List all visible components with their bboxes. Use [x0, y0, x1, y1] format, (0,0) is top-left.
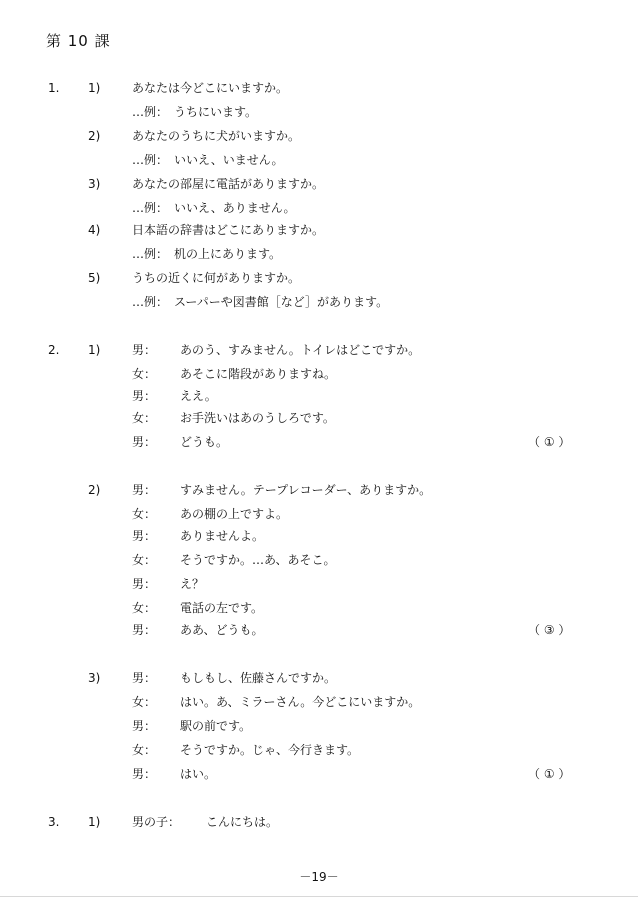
dialogue-line: お手洗いはあのうしろです。: [180, 411, 335, 425]
speaker-label: 女：: [132, 507, 157, 521]
answer-choice: （ ① ）: [528, 767, 571, 781]
dialogue-line: ええ。: [180, 389, 217, 403]
dialogue-line: 駅の前です。: [180, 719, 252, 733]
example-answer: …例： いいえ、ありません。: [132, 201, 296, 215]
speaker-label: 男：: [132, 483, 157, 497]
dialogue-line: すみません。テープレコーダー、ありますか。: [180, 483, 432, 497]
answer-choice: （ ③ ）: [528, 623, 571, 637]
section-3-number: 3.: [48, 815, 60, 829]
speaker-label: 男：: [132, 389, 157, 403]
item-number: 1): [88, 343, 101, 357]
dialogue-line: ありませんよ。: [180, 529, 265, 543]
speaker-label: 男：: [132, 529, 157, 543]
section-2-number: 2.: [48, 343, 60, 357]
dialogue-line: あの棚の上ですよ。: [180, 507, 289, 521]
item-number: 1): [88, 815, 101, 829]
bottom-divider: [0, 896, 638, 897]
dialogue-line: あのう、すみません。トイレはどこですか。: [180, 343, 421, 357]
speaker-label: 男：: [132, 343, 157, 357]
dialogue-line: そうですか。じゃ、今行きます。: [180, 743, 360, 757]
example-answer: …例： スーパーや図書館［など］があります。: [132, 295, 389, 309]
speaker-label: 女：: [132, 553, 157, 567]
question-text: 日本語の辞書はどこにありますか。: [132, 223, 325, 237]
speaker-label: 女：: [132, 743, 157, 757]
page-number: －19－: [299, 870, 339, 884]
example-answer: …例： 机の上にあります。: [132, 247, 282, 261]
example-answer: …例： いいえ、いません。: [132, 153, 284, 167]
dialogue-line: そうですか。…あ、あそこ。: [180, 553, 336, 567]
dialogue-line: こんにちは。: [206, 815, 279, 829]
dialogue-line: ああ、どうも。: [180, 623, 264, 637]
item-number: 2): [88, 129, 101, 143]
item-number: 3): [88, 177, 101, 191]
speaker-label: 男：: [132, 719, 157, 733]
speaker-label: 男：: [132, 671, 157, 685]
dialogue-line: 電話の左です。: [180, 601, 264, 615]
speaker-label: 男：: [132, 767, 157, 781]
speaker-label: 女：: [132, 695, 157, 709]
dialogue-line: はい。あ、ミラーさん。今どこにいますか。: [180, 695, 421, 709]
dialogue-line: どうも。: [180, 435, 229, 449]
question-text: うちの近くに何がありますか。: [132, 271, 301, 285]
page-title: 第 10 課: [46, 32, 111, 50]
speaker-label: 男：: [132, 623, 157, 637]
speaker-label: 男の子：: [132, 815, 181, 829]
speaker-label: 男：: [132, 435, 157, 449]
speaker-label: 男：: [132, 577, 157, 591]
dialogue-line: もしもし、佐藤さんですか。: [180, 671, 337, 685]
speaker-label: 女：: [132, 367, 157, 381]
dialogue-line: あそこに階段がありますね。: [180, 367, 337, 381]
item-number: 4): [88, 223, 101, 237]
speaker-label: 女：: [132, 601, 157, 615]
example-answer: …例： うちにいます。: [132, 105, 258, 119]
question-text: あなたの部屋に電話がありますか。: [132, 177, 325, 191]
item-number: 1): [88, 81, 101, 95]
question-text: あなたは今どこにいますか。: [132, 81, 289, 95]
question-text: あなたのうちに犬がいますか。: [132, 129, 301, 143]
dialogue-line: え？: [180, 577, 205, 591]
item-number: 5): [88, 271, 101, 285]
speaker-label: 女：: [132, 411, 157, 425]
section-1-number: 1.: [48, 81, 60, 95]
item-number: 2): [88, 483, 101, 497]
dialogue-line: はい。: [180, 767, 217, 781]
item-number: 3): [88, 671, 101, 685]
answer-choice: （ ① ）: [528, 435, 571, 449]
